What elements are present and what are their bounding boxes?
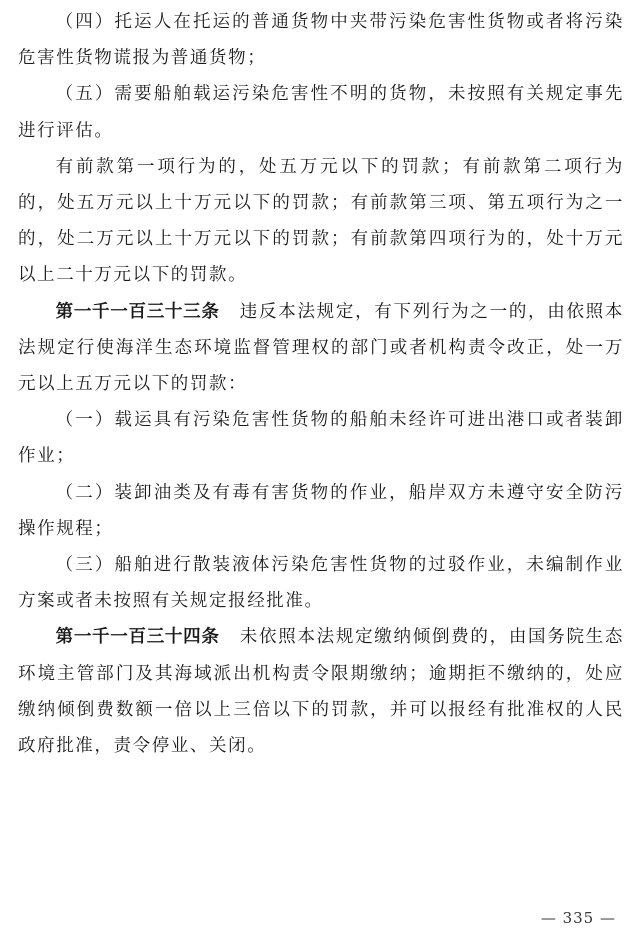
paragraph-text: 有前款第一项行为的，处五万元以下的罚款；有前款第二项行为的，处五万元以上十万元以下的罚款；有前款第三项、第五项行为之一的，处二万元以上十万元以下的罚款；有前款第四项行为的，处十万元以上二十万元以下的罚款。 xyxy=(18,156,624,286)
clause-text: （一）载运具有污染危害性货物的船舶未经许可进出港口或者装卸作业； xyxy=(18,410,624,467)
item-one-paragraph xyxy=(18,402,624,474)
clause-text: （二）装卸油类及有毒有害货物的作业，船岸双方未遵守安全防污操作规程； xyxy=(18,482,624,539)
clause-text: （三）船舶进行散装液体污染危害性货物的过驳作业，未编制作业方案或者未按照有关规定报经批准。 xyxy=(18,555,624,612)
clause-five-paragraph xyxy=(18,76,624,148)
article-text: 违反本法规定，有下列行为之一的，由依照本法规定行使海洋生态环境监督管理权的部门或者机构责令改正，处一万元以上五万元以下的罚款： xyxy=(18,301,624,395)
clause-text: （四）托运人在托运的普通货物中夹带污染危害性货物或者将污染危害性货物谎报为普通货物； xyxy=(18,12,624,69)
clause-four-paragraph xyxy=(18,4,624,76)
article-1134-paragraph xyxy=(18,619,624,764)
penalty-paragraph xyxy=(18,149,624,294)
article-1133-paragraph xyxy=(18,294,624,403)
item-two-paragraph xyxy=(18,475,624,547)
article-title: 第一千一百三十三条 xyxy=(55,301,220,322)
item-three-paragraph xyxy=(18,547,624,619)
page-number: — 335 — xyxy=(540,909,616,927)
article-text: 未依照本法规定缴纳倾倒费的，由国务院生态环境主管部门及其海域派出机构责令限期缴纳；逾期拒不缴纳的，处应缴纳倾倒费数额一倍以上三倍以下的罚款，并可以报经有批准权的人民政府批准，责令停业、关闭。 xyxy=(18,627,624,757)
document-body xyxy=(18,4,624,764)
clause-text: （五）需要船舶载运污染危害性不明的货物，未按照有关规定事先进行评估。 xyxy=(18,84,624,141)
article-title: 第一千一百三十四条 xyxy=(55,627,220,648)
